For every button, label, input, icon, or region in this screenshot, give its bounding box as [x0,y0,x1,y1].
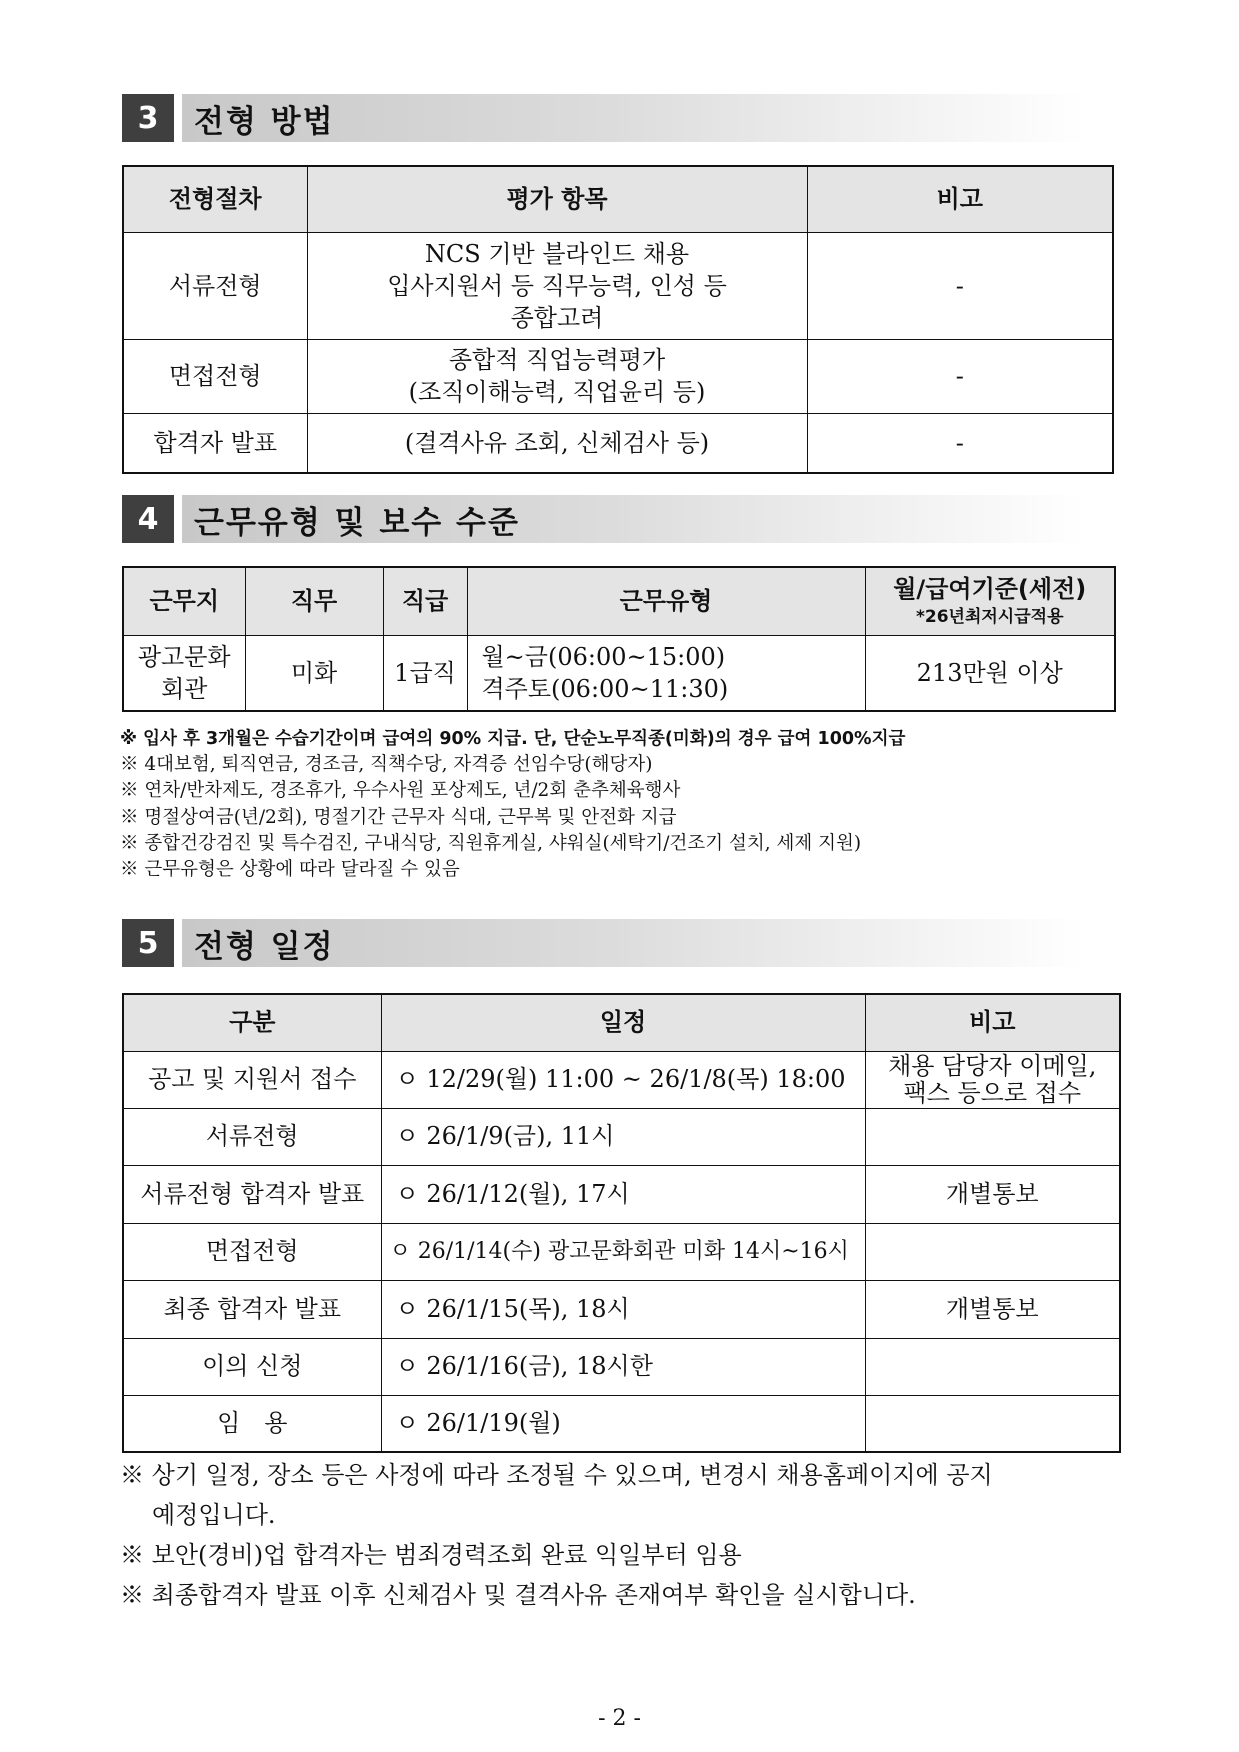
selection-method-table [122,165,1114,474]
item-line: (조직이해능력, 직업윤리 등) [408,378,706,406]
grade-cell: 1급직 [383,635,467,711]
stage-cell: 합격자 발표 [123,413,307,473]
item-line: 종합적 직업능력평가 [448,346,666,374]
section-3-header [122,94,1134,142]
note-cell [865,1051,1120,1108]
column-header: 평가 항목 [307,166,807,232]
column-header: 근무지 [123,567,245,635]
items-cell [307,232,807,339]
table-row [123,1223,1120,1280]
date-cell: ㅇ 26/1/19(월) [381,1395,865,1452]
note-cell: 개별통보 [865,1280,1120,1338]
note-cell: - [807,413,1113,473]
column-header: 근무유형 [467,567,865,635]
column-header: 일정 [381,994,865,1051]
column-header: 비고 [807,166,1113,232]
work-note: ※ 명절상여금(년/2회), 명절기간 근무자 식대, 근무복 및 안전화 지급 [120,807,677,828]
table-row [123,1395,1120,1452]
table-row [123,413,1113,473]
date-cell: ㅇ 26/1/9(금), 11시 [381,1108,865,1165]
table-header-row [123,994,1120,1051]
table-row [123,635,1115,711]
date-cell: ㅇ 12/29(월) 11:00 ~ 26/1/8(목) 18:00 [381,1051,865,1108]
category-cell: 면접전형 [123,1223,381,1280]
category-cell: 공고 및 지원서 접수 [123,1051,381,1108]
work-note: ※ 입사 후 3개월은 수습기간이며 급여의 90% 지급. 단, 단순노무직종(미화)의 경우 급여 100%지급 [120,729,906,749]
table-row [123,232,1113,339]
column-header: 비고 [865,994,1120,1051]
table-row [123,1051,1120,1108]
work-type-line: 격주토(06:00~11:30) [481,674,729,703]
date-cell: ㅇ 26/1/12(월), 17시 [381,1165,865,1223]
section-number: 3 [122,94,174,142]
note-line: 팩스 등으로 접수 [903,1078,1082,1107]
column-header: 전형절차 [123,166,307,232]
place-cell [123,635,245,711]
section-5-header [122,919,1134,967]
note-cell [865,1108,1120,1165]
item-line: 종합고려 [510,303,604,332]
note-cell: 개별통보 [865,1165,1120,1223]
schedule-table [122,993,1121,1453]
place-line: 광고문화 [137,642,231,671]
column-header [865,567,1115,635]
column-header: 구분 [123,994,381,1051]
place-line: 회관 [161,674,208,703]
section-title: 근무유형 및 보수 수준 [182,495,1134,543]
category-cell: 이의 신청 [123,1338,381,1395]
category-cell: 서류전형 합격자 발표 [123,1165,381,1223]
work-type-line: 월~금(06:00~15:00) [481,642,726,671]
item-line: NCS 기반 블라인드 채용 [424,239,690,268]
note-cell: - [807,339,1113,413]
work-note: ※ 4대보험, 퇴직연금, 경조금, 직책수당, 자격증 선임수당(해당자) [120,754,653,775]
schedule-note: ※ 최종합격자 발표 이후 신체검사 및 결격사유 존재여부 확인을 실시합니다. [120,1581,916,1609]
column-header: 직급 [383,567,467,635]
date-cell: ㅇ 26/1/14(수) 광고문화회관 미화 14시~16시 [381,1223,865,1280]
section-number: 4 [122,495,174,543]
page-number: - 2 - [598,1706,641,1731]
schedule-note: 예정입니다. [152,1501,276,1529]
schedule-note: ※ 보안(경비)업 합격자는 범죄경력조회 완료 익일부터 임용 [120,1541,742,1569]
note-cell: - [807,232,1113,339]
work-type-table [122,566,1116,712]
items-cell: (결격사유 조회, 신체검사 등) [307,413,807,473]
table-row [123,1338,1120,1395]
category-cell: 최종 합격자 발표 [123,1280,381,1338]
schedule-note: ※ 상기 일정, 장소 등은 사정에 따라 조정될 수 있으며, 변경시 채용홈페이지에 공지 [120,1461,993,1489]
section-title: 전형 일정 [182,919,1134,967]
item-line: 입사지원서 등 직무능력, 인성 등 [387,271,727,300]
stage-cell: 면접전형 [123,339,307,413]
column-header: 직무 [245,567,383,635]
pay-header-sub: *26년최저시급적용 [915,607,1064,628]
table-row [123,1108,1120,1165]
table-header-row [123,166,1113,232]
section-number: 5 [122,919,174,967]
note-cell [865,1223,1120,1280]
work-note: ※ 근무유형은 상황에 따라 달라질 수 있음 [120,859,460,880]
table-row [123,339,1113,413]
category-cell: 서류전형 [123,1108,381,1165]
stage-cell: 서류전형 [123,232,307,339]
note-cell [865,1338,1120,1395]
work-note: ※ 종합건강검진 및 특수검진, 구내식당, 직원휴게실, 샤워실(세탁기/건조기 설치, 세제 지원) [120,833,862,854]
note-cell [865,1395,1120,1452]
items-cell [307,339,807,413]
table-row [123,1280,1120,1338]
note-line: 채용 담당자 이메일, [888,1051,1097,1080]
section-4-header [122,495,1134,543]
table-header-row [123,567,1115,635]
table-row [123,1165,1120,1223]
job-cell: 미화 [245,635,383,711]
date-cell: ㅇ 26/1/15(목), 18시 [381,1280,865,1338]
section-title: 전형 방법 [182,94,1134,142]
work-note: ※ 연차/반차제도, 경조휴가, 우수사원 포상제도, 년/2회 춘추체육행사 [120,780,681,801]
pay-cell: 213만원 이상 [865,635,1115,711]
work-type-cell [467,635,865,711]
date-cell: ㅇ 26/1/16(금), 18시한 [381,1338,865,1395]
pay-header: 월/급여기준(세전) [893,575,1087,604]
category-cell: 임 용 [123,1395,381,1452]
